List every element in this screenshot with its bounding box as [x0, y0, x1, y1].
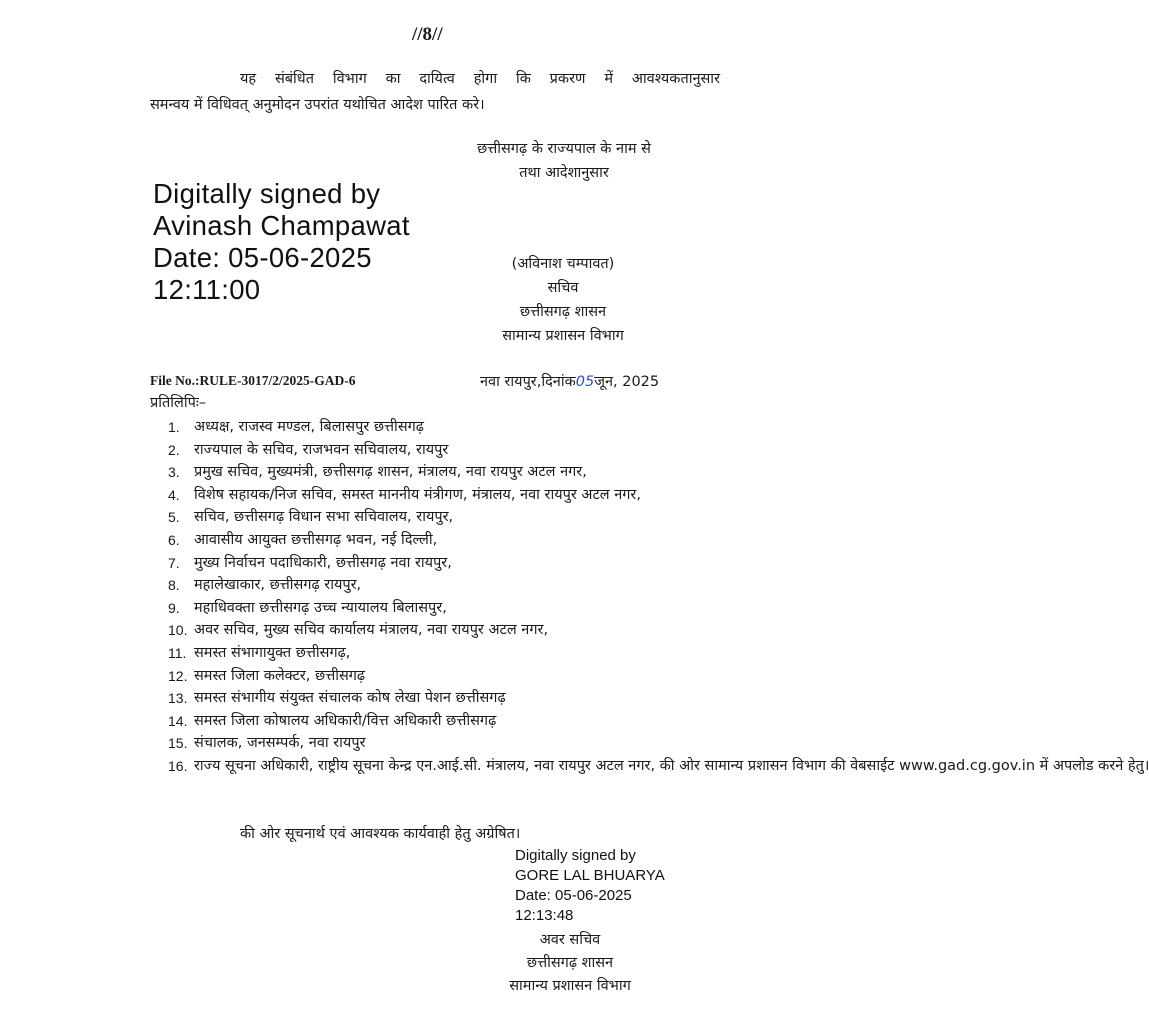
list-item-text: संचालक, जनसम्पर्क, नवा रायपुर [194, 735, 366, 752]
list-item-number: 11. [168, 644, 187, 661]
signatory-1-name: (अविनाश चम्पावत) [511, 256, 615, 272]
signatory-1-government: छत्तीसगढ़ शासन [519, 304, 607, 320]
list-item [168, 619, 718, 642]
signatory-2-designation: अवर सचिव [539, 932, 601, 948]
governor-line-2: तथा आदेशानुसार [519, 165, 609, 181]
distribution-list [168, 416, 1149, 778]
list-item-number: 12. [168, 667, 188, 684]
dsig1-line-1: Digitally signed by [153, 178, 381, 209]
list-item [168, 642, 718, 665]
list-item-text: मुख्य निर्वाचन पदाधिकारी, छत्तीसगढ़ नवा रायपुर, [194, 554, 452, 571]
list-item-number: 6. [168, 531, 180, 548]
governor-order-line [455, 137, 673, 185]
list-item [168, 484, 718, 507]
list-item-number: 2. [168, 441, 180, 458]
dsig2-line-3: Date: 05-06-2025 [515, 887, 632, 904]
governor-line-1: छत्तीसगढ़ के राज्यपाल के नाम से [477, 141, 651, 157]
list-item [168, 574, 718, 597]
date-prefix: नवा रायपुर,दिनांक [480, 374, 576, 390]
list-item-number: 8. [168, 577, 180, 594]
list-item-text: राज्यपाल के सचिव, राजभवन सचिवालय, रायपुर [194, 441, 449, 458]
list-item [168, 552, 718, 575]
signatory-block-2 [470, 929, 670, 998]
list-item-text: सचिव, छत्तीसगढ़ विधान सभा सचिवालय, रायपुर, [194, 509, 454, 526]
list-item-number: 4. [168, 486, 180, 503]
list-item [168, 461, 718, 484]
signatory-1-designation: सचिव [547, 280, 579, 296]
list-item-text: राज्य सूचना अधिकारी, राष्ट्रीय सूचना केन्द्र एन.आई.सी. मंत्रालय, नवा रायपुर अटल नगर, की ओर सामान्य प्रशासन विभाग की वेबसाईट www.gad.cg.gov.in में अपलोड करने हेतु। [194, 757, 1149, 774]
list-item [168, 687, 718, 710]
list-item [168, 597, 718, 620]
date-suffix: जून, 2025 [594, 374, 660, 390]
list-item-text: आवासीय आयुक्त छत्तीसगढ़ भवन, नई दिल्ली, [194, 531, 438, 548]
list-item [168, 439, 718, 462]
list-item-number: 16. [168, 757, 188, 774]
paragraph-line-2: समन्वय में विधिवत् अनुमोदन उपरांत यथोचित आदेश पारित करे। [150, 97, 485, 113]
list-item-number: 10. [168, 622, 188, 639]
list-item-text: समस्त संभागायुक्त छत्तीसगढ़, [194, 644, 351, 661]
list-item-text: विशेष सहायक/निज सचिव, समस्त माननीय मंत्रीगण, मंत्रालय, नवा रायपुर अटल नगर, [194, 486, 641, 503]
signatory-1-department: सामान्य प्रशासन विभाग [502, 328, 624, 344]
list-item-text: अवर सचिव, मुख्य सचिव कार्यालय मंत्रालय, नवा रायपुर अटल नगर, [194, 622, 549, 639]
list-item-text: समस्त जिला कलेक्टर, छत्तीसगढ़ [194, 667, 366, 684]
list-item-number: 3. [168, 464, 180, 481]
signatory-2-government: छत्तीसगढ़ शासन [526, 955, 614, 971]
signatory-block-1 [473, 252, 653, 348]
dsig2-line-4: 12:13:48 [515, 907, 574, 924]
paragraph-line-1: यह संबंधित विभाग का दायित्व होगा कि प्रकरण में आवश्यकतानुसार [240, 71, 720, 87]
list-item-number: 13. [168, 690, 188, 707]
digital-signature-stamp-1 [153, 178, 410, 306]
list-item [168, 732, 718, 755]
list-item-number: 1. [168, 419, 180, 435]
list-item-number: 15. [168, 735, 188, 752]
list-item [168, 665, 718, 688]
dsig2-line-1: Digitally signed by [515, 847, 636, 864]
date-line [480, 371, 659, 391]
list-item-number: 5. [168, 509, 180, 526]
list-item [168, 529, 718, 552]
signatory-2-department: सामान्य प्रशासन विभाग [509, 978, 631, 994]
list-item [168, 710, 718, 733]
list-item-text: महाधिवक्ता छत्तीसगढ़ उच्च न्यायालय बिलासपुर, [194, 599, 447, 616]
list-item-number: 7. [168, 554, 180, 571]
list-item-text: महालेखाकार, छत्तीसगढ़ रायपुर, [194, 577, 362, 594]
list-item-text: प्रमुख सचिव, मुख्यमंत्री, छत्तीसगढ़ शासन, मंत्रालय, नवा रायपुर अटल नगर, [194, 464, 587, 481]
list-item-text: समस्त जिला कोषालय अधिकारी/वित्त अधिकारी छत्तीसगढ़ [194, 712, 497, 729]
dsig1-line-2: Avinash Champawat [153, 210, 410, 241]
dsig1-line-4: 12:11:00 [153, 274, 261, 305]
copy-to-label: प्रतिलिपिः– [150, 395, 207, 411]
file-number: File No.:RULE-3017/2/2025-GAD-6 [150, 373, 356, 388]
dsig2-line-2: GORE LAL BHUARYA [515, 867, 665, 884]
list-item-text: अध्यक्ष, राजस्व मण्डल, बिलासपुर छत्तीसगढ़ [194, 419, 424, 435]
list-item-text: समस्त संभागीय संयुक्त संचालक कोष लेखा पेशन छत्तीसगढ़ [194, 690, 506, 707]
list-item [168, 416, 718, 439]
instruction-paragraph [150, 66, 720, 118]
page-number: //8// [412, 24, 443, 45]
handwritten-day: 05 [575, 374, 595, 390]
list-item-number: 9. [168, 599, 180, 616]
list-item-number: 14. [168, 712, 188, 729]
digital-signature-stamp-2 [515, 846, 665, 926]
dsig1-line-3: Date: 05-06-2025 [153, 242, 372, 273]
list-item [168, 506, 718, 529]
forwarding-note: की ओर सूचनार्थ एवं आवश्यक कार्यवाही हेतु अग्रेषित। [240, 826, 521, 842]
list-item [168, 755, 1149, 778]
